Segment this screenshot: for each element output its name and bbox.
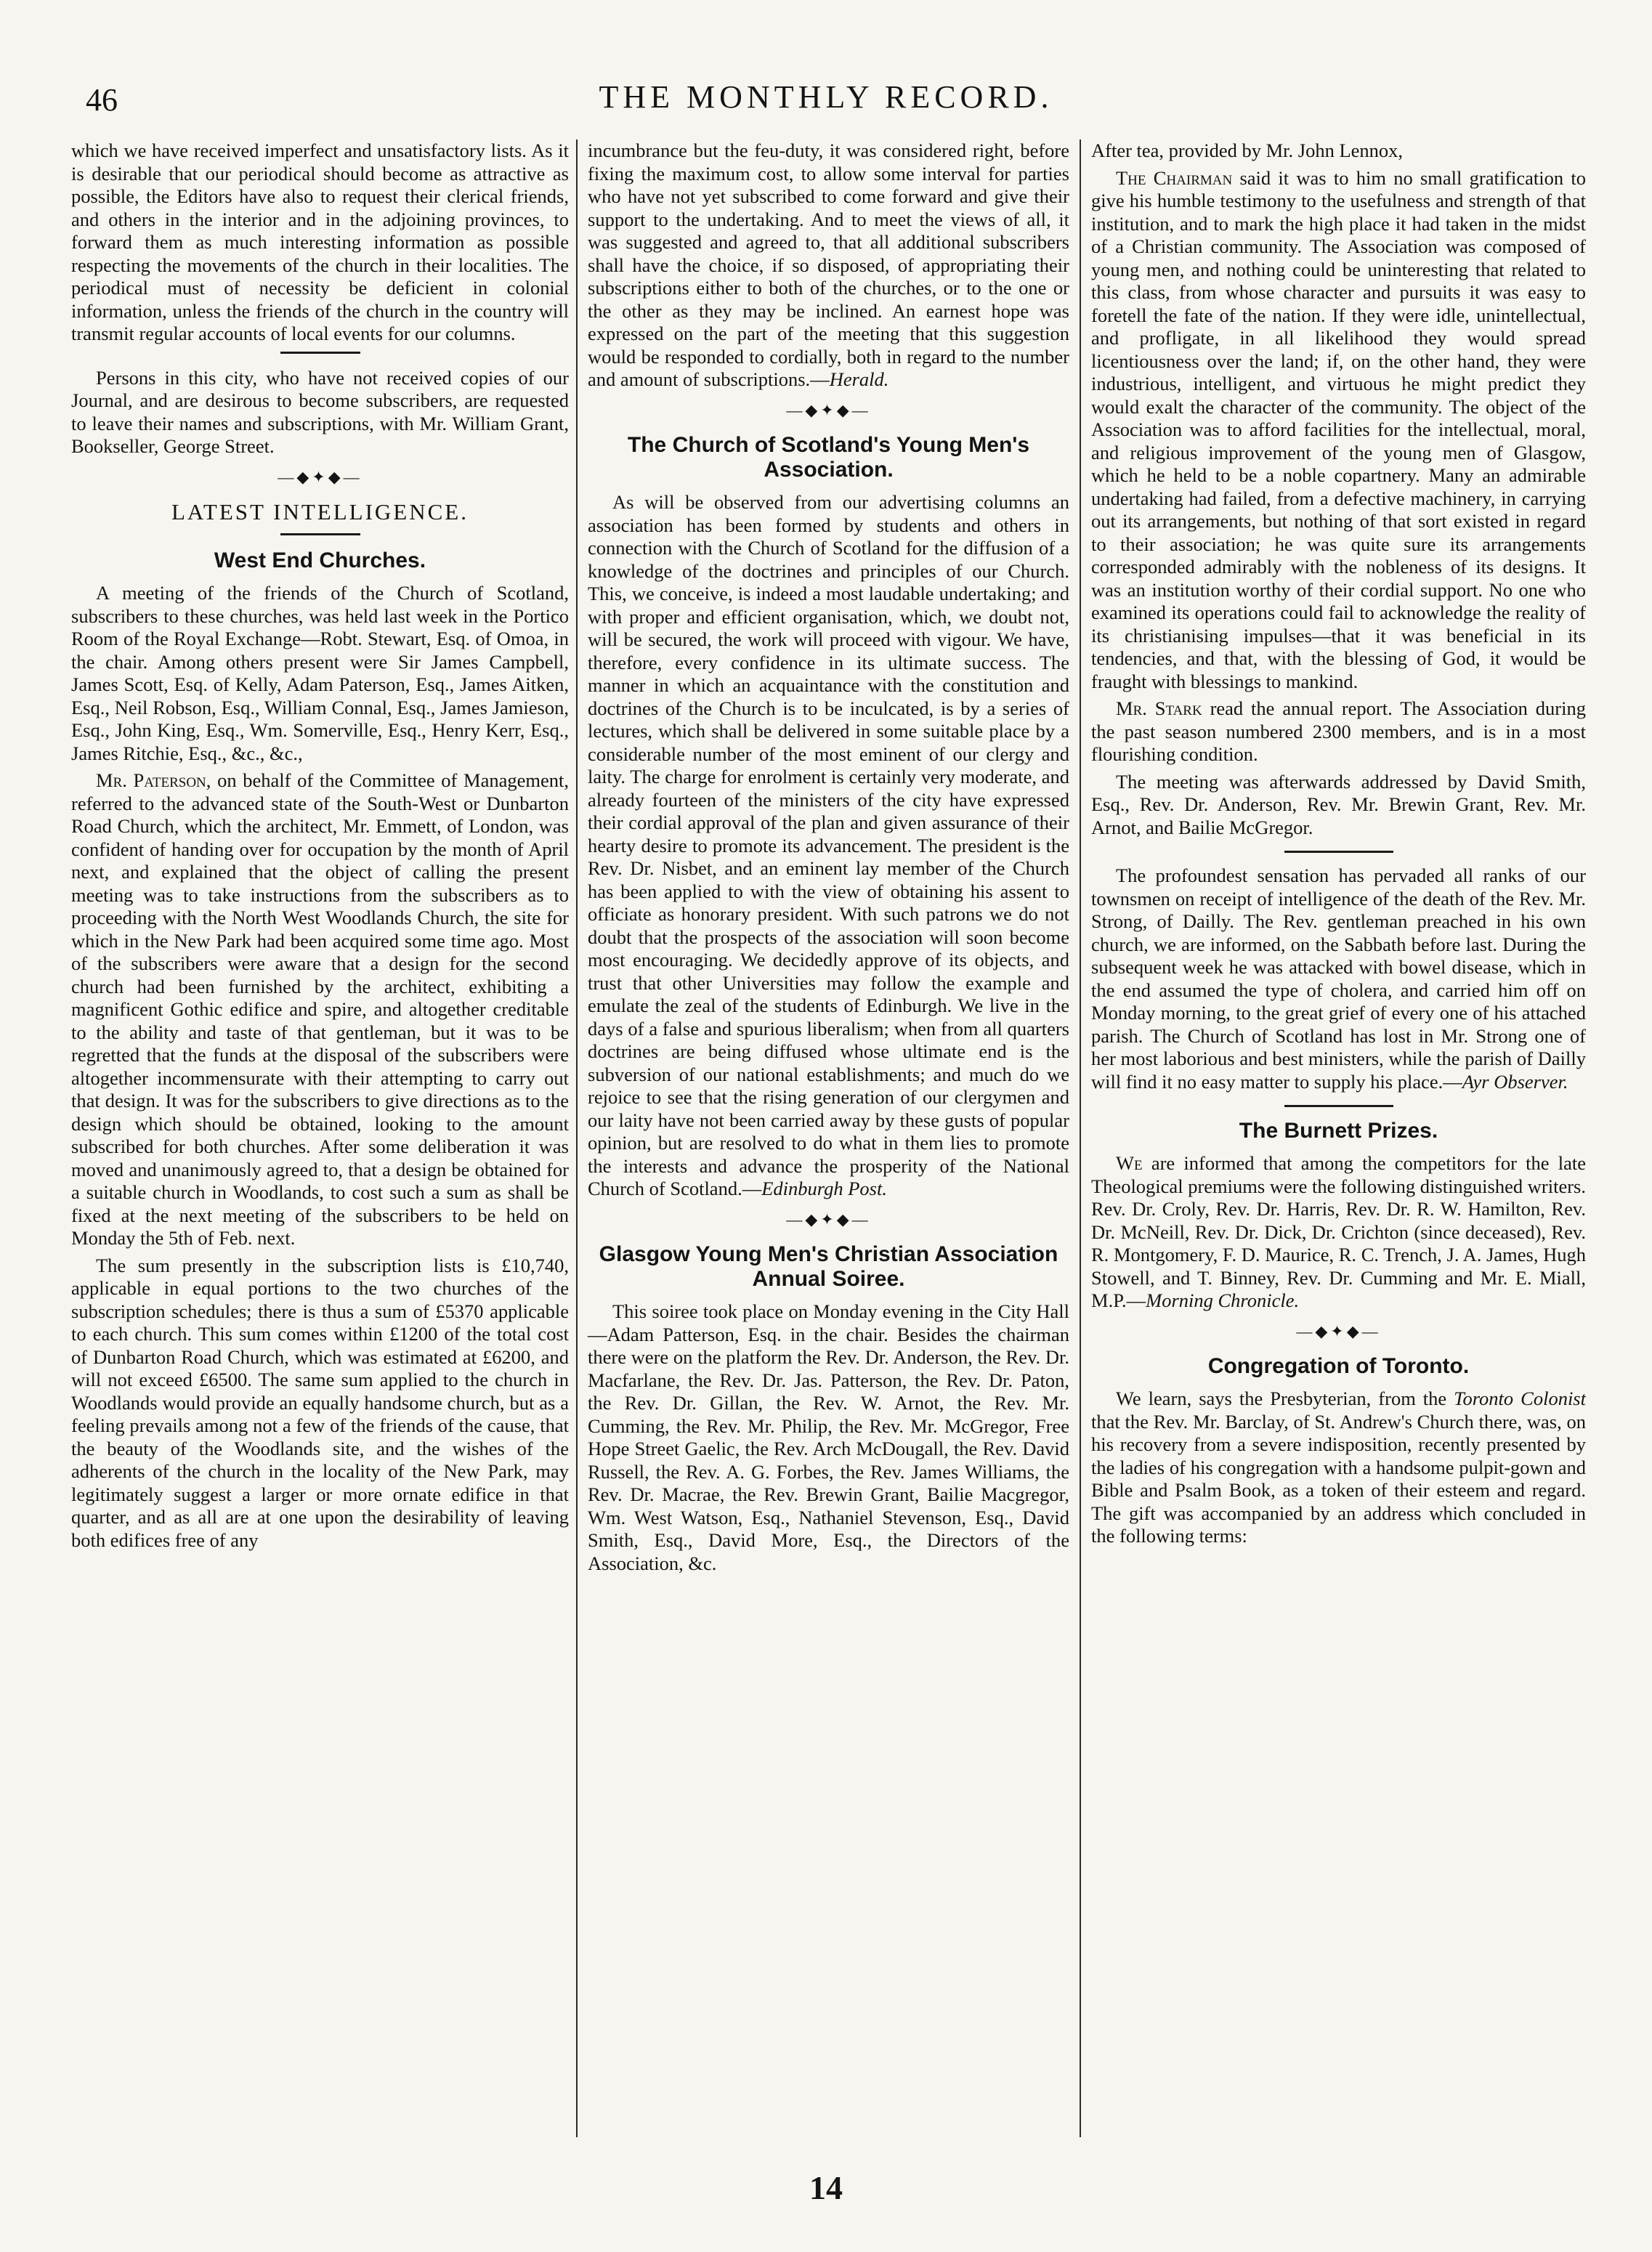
source-edinburgh-post: Edinburgh Post. [761,1178,887,1199]
ornament-divider: —◆✦◆— [278,467,363,486]
source-ayr-observer: Ayr Observer. [1462,1070,1568,1093]
association-paragraph [588,491,1069,1201]
burnett-text: are informed that among the competitors for the late Theological premiums were the following distinguished writers. Rev. Dr. Croly, Rev. Dr. Harris, Rev. Dr. R. W. Hamilton, Rev. Dr. McNeill, Rev. Dr. Dick, Dr. Crichton (since deceased), Rev. R. Montgomery, F. D. Maurice, R. C. Trench, J. A. James, Hugh Stowell, and T. Binney, Rev. Dr. Cumming and Mr. E. Miall, M.P.— [1091,1152,1586,1311]
young-mens-association-heading: The Church of Scotland's Young Men's Association. [627,433,1030,482]
continued-text: incumbrance but the feu-duty, it was considered right, before fixing the maximum cost, to allow some interval for parties who have not yet subscribed to come forward and give their support to the undertaking. And to meet the views of all, it was suggested and agreed to, that all additional subscribers shall have the choice, if so disposed, of appropriating their subscriptions either to both of the churches, or to the one or the other as they may be inclined. An earnest hope was expressed on the part of the meeting that this suggestion would be responded to cordially, both in regard to the number and amount of subscriptions.— [588,139,1069,390]
toronto-text-a: We learn, says the Presbyterian, from the [1116,1388,1454,1409]
burnett-prizes-heading: The Burnett Prizes. [1239,1119,1438,1143]
toronto-heading: Congregation of Toronto. [1207,1354,1470,1378]
continued-paragraph [588,139,1069,392]
signature-mark: 14 [809,2169,843,2206]
chairman-paragraph [1091,167,1586,694]
page-header [51,64,1601,122]
intro-paragraph: which we have received imperfect and unsatisfactory lists. As it is desirable that our periodical should become as attractive as possible, the Editors have also to request their clerical friends, and others in the interior and in the adjoining provinces, to forward them as much interesting information as possible respecting the movements of the church in their localities. The periodical must of necessity be deficient in colonial information, unless the friends of the church in the country will transmit regular accounts of local events for our columns. [71,139,569,344]
soiree-paragraph: This soiree took place on Monday evening in the City Hall—Adam Patterson, Esq. in the chair. Besides the chairman there were on the platform the Rev. Dr. Anderson, the Rev. Dr. Macfarlane, the Rev. Dr. Jas. Patterson, the Rev. Dr. Paton, the Rev. Dr. Gillan, the Rev. W. Arnot, the Rev. Mr. Cumming, the Rev. Mr. Philip, the Rev. Mr. McGregor, Free Hope Street Gaelic, the Rev. Arch McDougall, the Rev. David Russell, the Rev. A. G. Forbes, the Rev. James Williams, the Rev. Dr. Macrae, the Rev. Brewin Grant, Bailie Macgregor, Wm. West Watson, Esq., Nathaniel Stevenson, Esq., David Smith, Esq., David More, Esq., the Directors of the Association, &c. [588,1300,1069,1574]
ornament-divider: —◆✦◆— [1296,1321,1381,1340]
chairman-text: said it was to him no small gratification to give his humble testimony to the usefulness and strength of that institution, and to mark the high place it had taken in the midst of a Christian community. The Association was composed of young men, and nothing could be uninteresting that related to this class, from whose character and pursuits it was easy to foretell the fate of the nation. If they were idle, unintellectual, and profligate, in all likelihood they would spread licentiousness over the land; if, on the other hand, they were industrious, intelligent, and virtuous he might predict they would exalt the character of the community. The object of the Association was to afford facilities for the intellectual, moral, and religious improvement of the young men of Glasgow, which he held to be a noble copartnery. Many an admirable undertaking had failed, from a defective machinery, in carrying out its arrangements, but nothing of that sort existed in regard to their association; he was quite sure its arrangements corresponded admirably with the nobleness of its designs. It was an institution worthy of their cordial support. No one who examined its operations could fail to acknowledge the reality of its christianising impulses—that it was beneficial in its tendencies, and that, with the blessing of God, it would be fraught with blessings to mankind. [1091,166,1586,692]
lead-word: We [1116,1152,1143,1174]
source-morning-chronicle: Morning Chronicle. [1146,1289,1300,1311]
burnett-paragraph [1091,1152,1586,1313]
meeting-addressed-paragraph: The meeting was afterwards addressed by David Smith, Esq., Rev. Dr. Anderson, Rev. Mr. Brewin Grant, Rev. Mr. Arnot, and Bailie McGregor. [1091,770,1586,838]
strong-text: The profoundest sensation has pervaded all ranks of our townsmen on receipt of intelligence of the death of the Rev. Mr. Strong, of Dailly. The Rev. gentleman preached in his own church, we are informed, on the Sabbath before last. During the subsequent week he was attacked with bowel disease, which in the end assumed the type of cholera, and carried him off on Monday morning, to the great grief of every one of his attached parish. The Church of Scotland has lost in Mr. Strong one of her most laborious and best ministers, while the parish of Dailly will find it no easy matter to supply his place.— [1091,864,1586,1093]
stark-text: read the annual report. The Association during the past season numbered 2300 members, and is in a most flourishing condition. [1091,697,1586,765]
divider [1284,1105,1393,1107]
page-number: 46 [86,82,118,118]
subscription-sum-paragraph: The sum presently in the subscription lists is £10,740, applicable in equal portions to the two churches of the subscription schedules; there is thus a sum of £5370 applicable to each church. This sum comes within £1200 of the total cost of Dunbarton Road Church, which was estimated at £6200, and will not exceed £6500. The same sum applied to the church in Woodlands would provide an equally handsome church, but as a feeling prevails among not a few of the friends of the cause, that the beauty of the Woodlands site, and the wishes of the adherents of the church in the locality of the New Park, may legitimately suggest a larger or more ornate edifice in that quarter, and as all are at one upon the desirability of leaving both edifices free of any [71,1254,569,1551]
divider [280,352,360,354]
paterson-paragraph [71,769,569,1250]
text-columns [71,139,1586,2137]
speaker-name: The Chairman [1116,166,1233,189]
column-2 [576,139,1081,2137]
ornament-divider: —◆✦◆— [786,400,871,419]
stark-paragraph [1091,697,1586,766]
paterson-text: on behalf of the Committee of Management, referred to the advanced state of the South-West or Dunbarton Road Church, which the architect, Mr. Emmett, of London, was confident of handing over for occupation by the month of April next, and explained that the object of calling the present meeting was to take instructions from the subscribers as to proceeding with the North West Woodlands Church, the site for which in the New Park had been acquired some time ago. Most of the subscribers were aware that a design for the second church had been furnished by the architect, exhibiting a magnificent Gothic edifice and spire, and altogether creditable to the ability and taste of that gentleman, but it was to be regretted that the funds at the disposal of the subscribers were altogether incommensurate with their attempting to carry out that design. It was for the subscribers to give directions as to the design which should be obtained, looking to the amount subscribed for both churches. After some deliberation it was moved and unanimously agreed to, that a design be obtained for a suitable church in Woodlands, to cost such a sum as shall be fixed at the next meeting of the subscribers to be held on Monday the 5th of Feb. next. [71,769,569,1249]
toronto-text-b: that the Rev. Mr. Barclay, of St. Andrew's Church there, was, on his recovery from a severe indisposition, recently presented by the ladies of his congregation with a handsome pulpit-gown and Bible and Psalm Book, as a token of their esteem and regard. The gift was accompanied by an address which concluded in the following terms: [1091,1410,1586,1547]
toronto-paragraph [1091,1388,1586,1548]
running-title: THE MONTHLY RECORD. [599,79,1053,115]
source-toronto-colonist: Toronto Colonist [1454,1388,1586,1409]
association-text: As will be observed from our advertising columns an association has been formed by students and others in connection with the Church of Scotland for the diffusion of a knowledge of the doctrines and principles of our Church. This, we conceive, is indeed a most laudable undertaking; and with proper and efficient organisation, which, we doubt not, will be secured, the work will proceed with vigour. We have, therefore, every confidence in its ultimate success. The manner in which an acquaintance with the constitution and doctrines of the Church is to be inculcated, is by a series of lectures, which shall be delivered in some suitable place by a considerable number of the most eminent of our clergy and laity. The charge for enrolment is certainly very moderate, and already fourteen of the ministers of the city have expressed their cordial approval of the plan and given assurance of their hearty desire to promote its advancement. The president is the Rev. Dr. Nisbet, and an eminent lay member of the Church has been applied to with the view of obtaining his assent to officiate as honorary president. With such patrons we do not doubt that the prospects of the association will soon become most encouraging. We decidedly approve of its objects, and trust that other Universities may follow the example and emulate the zeal of the students of Edinburgh. We live in the days of a false and spurious liberalism; when from all quarters doctrines are being diffused whose ultimate end is the subversion of our national establishments; and much do we rejoice to see that the rising generation of our clergymen and our laity have not been carried away by these gusts of popular opinion, but are resolved to do what in them lies to promote the interests and advance the prosperity of the National Church of Scotland.— [588,491,1069,1199]
column-3 [1081,139,1586,2137]
latest-intelligence-heading: LATEST INTELLIGENCE. [171,499,469,524]
strong-death-paragraph [1091,864,1586,1093]
column-1 [71,139,576,2137]
west-end-churches-heading: West End Churches. [214,548,426,572]
subscribers-notice: Persons in this city, who have not received copies of our Journal, and are desirous to become subscribers, are requested to leave their names and subscriptions, with Mr. William Grant, Bookseller, George Street. [71,366,569,457]
speaker-name: Mr. Paterson, [96,769,211,791]
ornament-divider: —◆✦◆— [786,1210,871,1228]
tea-paragraph: After tea, provided by Mr. John Lennox, [1091,139,1404,161]
meeting-paragraph: A meeting of the friends of the Church of Scotland, subscribers to these churches, was held last week in the Portico Room of the Royal Exchange—Robt. Stewart, Esq. of Omoa, in the chair. Among others present were Sir James Campbell, James Scott, Esq. of Kelly, Adam Paterson, Esq., James Aitken, Esq., Neil Robson, Esq., William Connal, Esq., James Jamieson, Esq., John King, Esq., Wm. Somerville, Esq., Henry Kerr, Esq., James Ritchie, Esq., &c., &c., [71,582,569,764]
source-herald: Herald. [829,368,889,390]
divider [1284,851,1393,853]
divider [280,533,360,535]
speaker-name: Mr. Stark [1116,697,1202,719]
soiree-heading: Glasgow Young Men's Christian Association Annual Soiree. [599,1242,1058,1291]
